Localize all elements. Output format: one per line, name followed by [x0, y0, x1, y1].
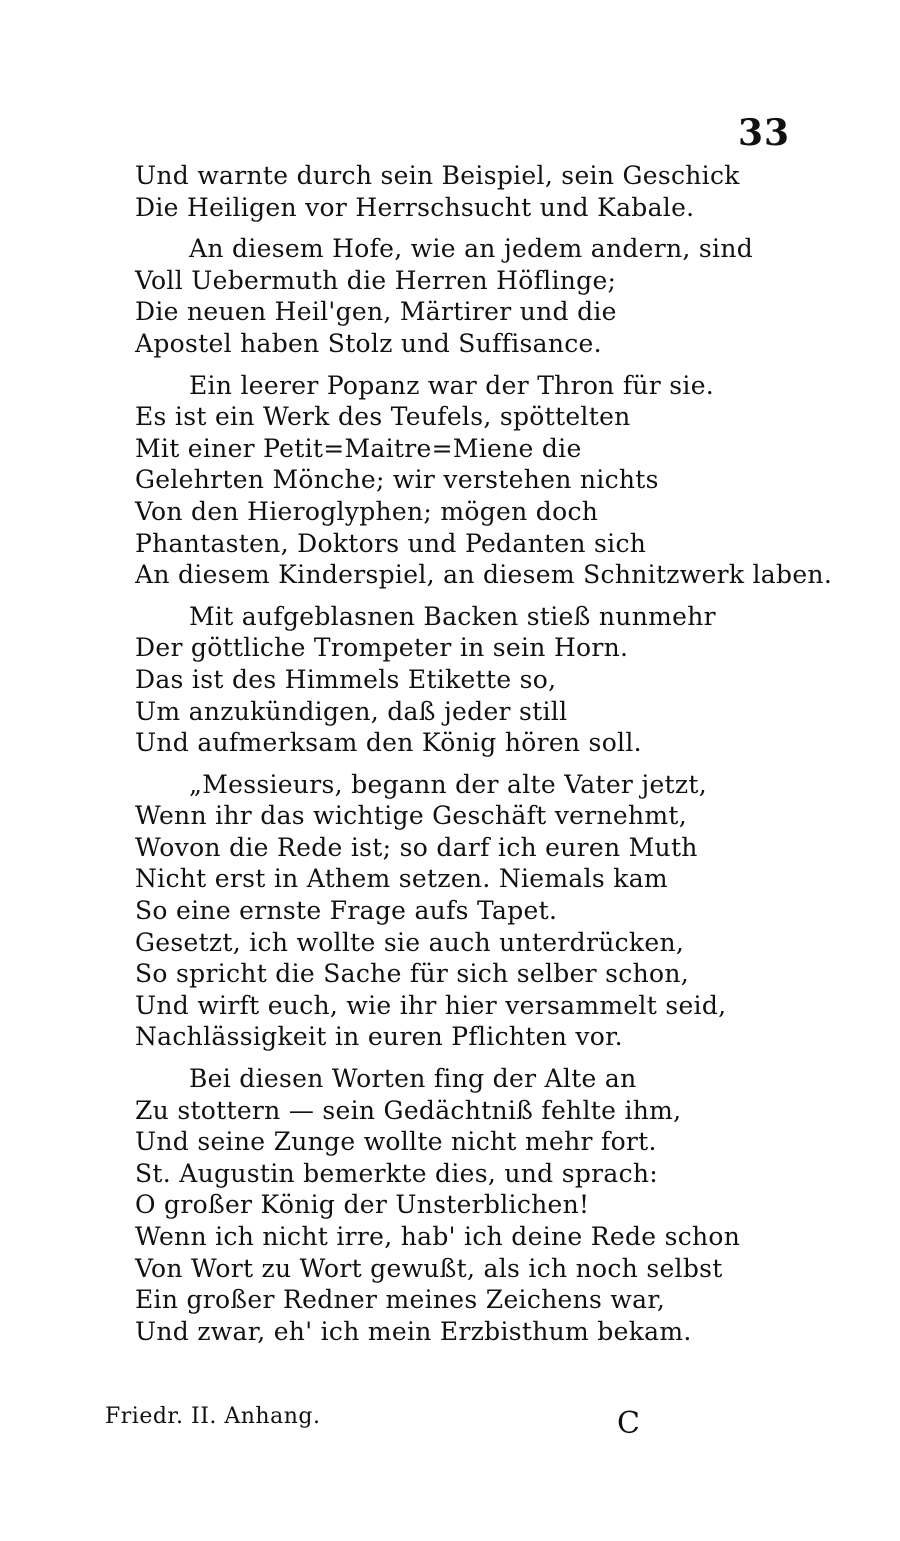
verse-line: An diesem Hofe, wie an jedem andern, sind — [189, 234, 754, 264]
poem-text — [135, 160, 833, 1357]
verse-line: Ein großer Redner meines Zeichens war, — [135, 1285, 666, 1315]
verse-line: Und aufmerksam den König hören soll. — [135, 728, 642, 758]
verse-line: Um anzukündigen, daß jeder still — [135, 696, 568, 726]
verse-line: An diesem Kinderspiel, an diesem Schnitzwerk laben. — [135, 560, 833, 590]
printer-signature: Friedr. II. Anhang. — [105, 1404, 321, 1429]
verse-line: Wenn ich nicht irre, hab' ich deine Rede schon — [135, 1222, 741, 1251]
verse-line: St. Augustin bemerkte dies, und sprach: — [135, 1158, 659, 1188]
verse-line: Nachlässigkeit in euren Pflichten vor. — [135, 1022, 623, 1052]
verse-line: Wovon die Rede ist; so darf ich euren Muth — [135, 832, 698, 862]
stanza — [135, 769, 775, 1053]
stanza — [135, 370, 833, 591]
stanza — [135, 1063, 775, 1347]
verse-line: Phantasten, Doktors und Pedanten sich — [135, 528, 647, 558]
verse-line: So eine ernste Frage aufs Tapet. — [135, 896, 558, 926]
verse-line: Die Heiligen vor Herrschsucht und Kabale. — [135, 192, 695, 222]
verse-line: O großer König der Unsterblichen! — [135, 1190, 590, 1220]
verse-line: Bei diesen Worten fing der Alte an — [189, 1064, 637, 1094]
verse-line: „Messieurs, begann der alte Vater jetzt, — [189, 769, 707, 799]
verse-line: Apostel haben Stolz und Suffisance. — [135, 328, 602, 358]
verse-line: Nicht erst in Athem setzen. Niemals kam — [135, 864, 668, 894]
page-number: 33 — [738, 112, 791, 154]
verse-line: Das ist des Himmels Etikette so, — [135, 664, 557, 694]
stanza — [135, 601, 775, 759]
verse-line: Und wirft euch, wie ihr hier versammelt seid, — [135, 990, 727, 1020]
verse-line: Es ist ein Werk des Teufels, spöttelten — [135, 402, 631, 432]
verse-line: So spricht die Sache für sich selber schon, — [135, 959, 689, 989]
verse-line: Voll Uebermuth die Herren Höflinge; — [135, 265, 617, 295]
verse-line: Mit einer Petit=Maitre=Miene die — [135, 433, 582, 463]
verse-line: Und warnte durch sein Beispiel, sein Geschick — [135, 161, 740, 190]
verse-line: Gesetzt, ich wollte sie auch unterdrücken, — [135, 927, 685, 957]
verse-line: Wenn ihr das wichtige Geschäft vernehmt, — [135, 801, 687, 831]
verse-line: Von Wort zu Wort gewußt, als ich noch selbst — [135, 1253, 723, 1283]
verse-line: Ein leerer Popanz war der Thron für sie. — [189, 370, 715, 400]
signature-mark: C — [617, 1406, 640, 1441]
verse-line: Und zwar, eh' ich mein Erzbisthum bekam. — [135, 1316, 692, 1346]
verse-line: Von den Hieroglyphen; mögen doch — [135, 496, 599, 526]
verse-line: Mit aufgeblasnen Backen stieß nunmehr — [189, 601, 716, 631]
verse-line: Und seine Zunge wollte nicht mehr fort. — [135, 1127, 657, 1157]
verse-line: Der göttliche Trompeter in sein Horn. — [135, 633, 629, 663]
verse-line: Die neuen Heil'gen, Märtirer und die — [135, 297, 617, 327]
verse-line: Zu stottern — sein Gedächtniß fehlte ihm, — [135, 1095, 682, 1125]
stanza — [135, 233, 775, 359]
stanza — [135, 160, 775, 223]
verse-line: Gelehrten Mönche; wir verstehen nichts — [135, 465, 659, 495]
